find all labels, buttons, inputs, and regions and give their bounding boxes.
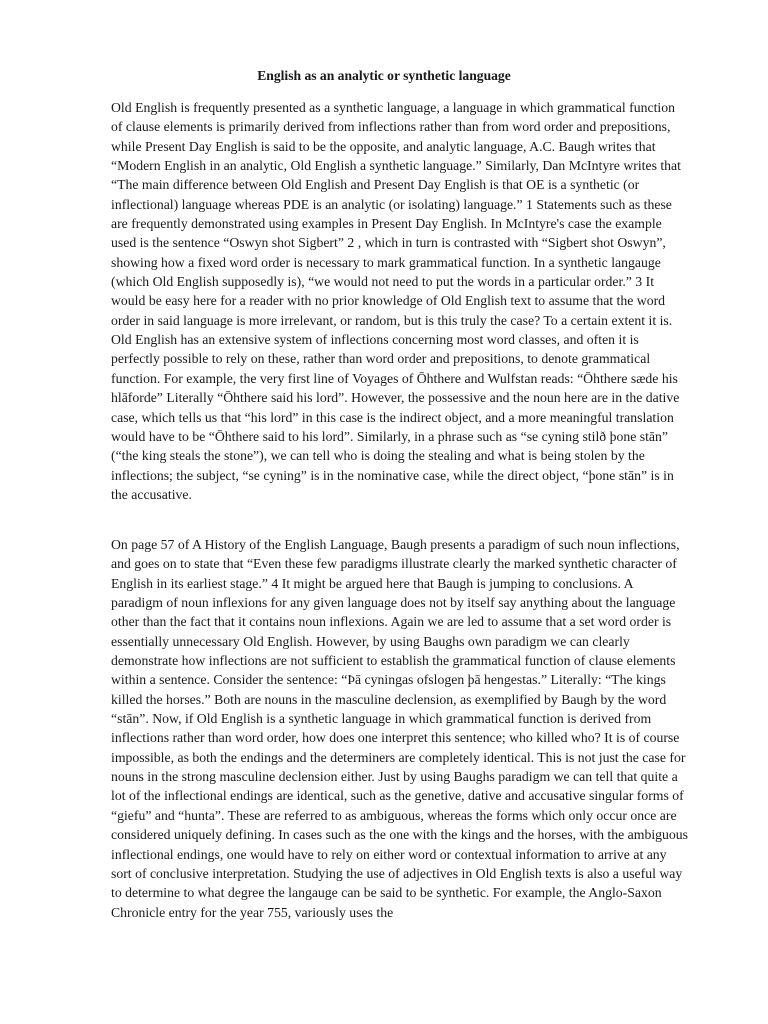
paragraph-1: Old English is frequently presented as a synthetic language, a language in which grammatical function of clause elements is primarily derived from inflections rather than from word order and prepositions, while Present Day English is said to be the opposite, and analytic language, A.C. Baugh writes that “Modern English in an analytic, Old English a synthetic language.” Similarly, Dan McIntyre writes that “The main difference between Old English and Present Day English is that OE is a synthetic (or inflectional) language whereas PDE is an analytic (or isolating) language.” 1 Statements such as these are frequently demonstrated using examples in Present Day English. In McIntyre's case the example used is the sentence “Oswyn shot Sigbert” 2 , which in turn is contrasted with “Sigbert shot Oswyn”, showing how a fixed word order is necessary to mark grammatical function. In a synthetic langauge (which Old English supposedly is), “we would not need to put the words in a particular order.” 3 It would be easy here for a reader with no prior knowledge of Old English text to assume that the word order in said language is more irrelevant, or random, but is this truly the case? To a certain extent it is. Old English has an extensive system of inflections concerning most word classes, and often it is perfectly possible to rely on these, rather than word order and prepositions, to denote grammatical function. For example, the very first line of Voyages of Ōhthere and Wulfstan reads: “Ōhthere sæde his hlāforde” Literally “Ōhthere said his lord”. However, the possessive and the noun here are in the dative case, which tells us that “his lord” in this case is the indirect object, and a more meaningful translation would have to be “Ōhthere said to his lord”. Similarly, in a phrase such as “se cyning stilð þone stān” (“the king steals the stone”), we can tell who is doing the stealing and what is being stolen by the inflections; the subject, “se cyning” is in the nominative case, while the direct object, “þone stān” is in the accusative. [111,100,681,502]
paragraph-2: On page 57 of A History of the English Language, Baugh presents a paradigm of such noun inflections, and goes on to state that “Even these few paradigms illustrate clearly the marked synthetic character of English in its earliest stage.” 4 It might be argued here that Baugh is jumping to conclusions. A paradigm of noun inflexions for any given language does not by itself say anything about the language other than the fact that it contains noun inflexions. Again we are led to assume that a set word order is essentially unnecessary Old English. However, by using Baughs own paradigm we can clearly demonstrate how inflections are not sufficient to establish the grammatical function of clause elements within a sentence. Consider the sentence: “Þā cyningas ofslogen þā hengestas.” Literally: “The kings killed the horses.” Both are nouns in the masculine declension, as exemplified by Baugh by the word “stān”. Now, if Old English is a synthetic language in which grammatical function is derived from inflections rather than word order, how does one interpret this sentence; who killed who? It is of course impossible, as both the endings and the determiners are completely identical. This is not just the case for nouns in the strong masculine declension either. Just by using Baughs paradigm we can tell that quite a lot of the inflectional endings are identical, such as the genetive, dative and accusative singular forms of “giefu” and “hunta”. These are referred to as ambiguous, whereas the forms which only occur once are considered uniquely defining. In cases such as the one with the kings and the horses, with the ambiguous inflectional endings, one would have to rely on either word or contextual information to arrive at any sort of conclusive interpretation. Studying the use of adjectives in Old English texts is also a useful way to determine to what degree the langauge can be said to be synthetic. For example, the Anglo-Saxon Chronicle entry for the year 755, variously uses the [111,537,688,920]
document-title: English as an analytic or synthetic language [257,68,511,83]
